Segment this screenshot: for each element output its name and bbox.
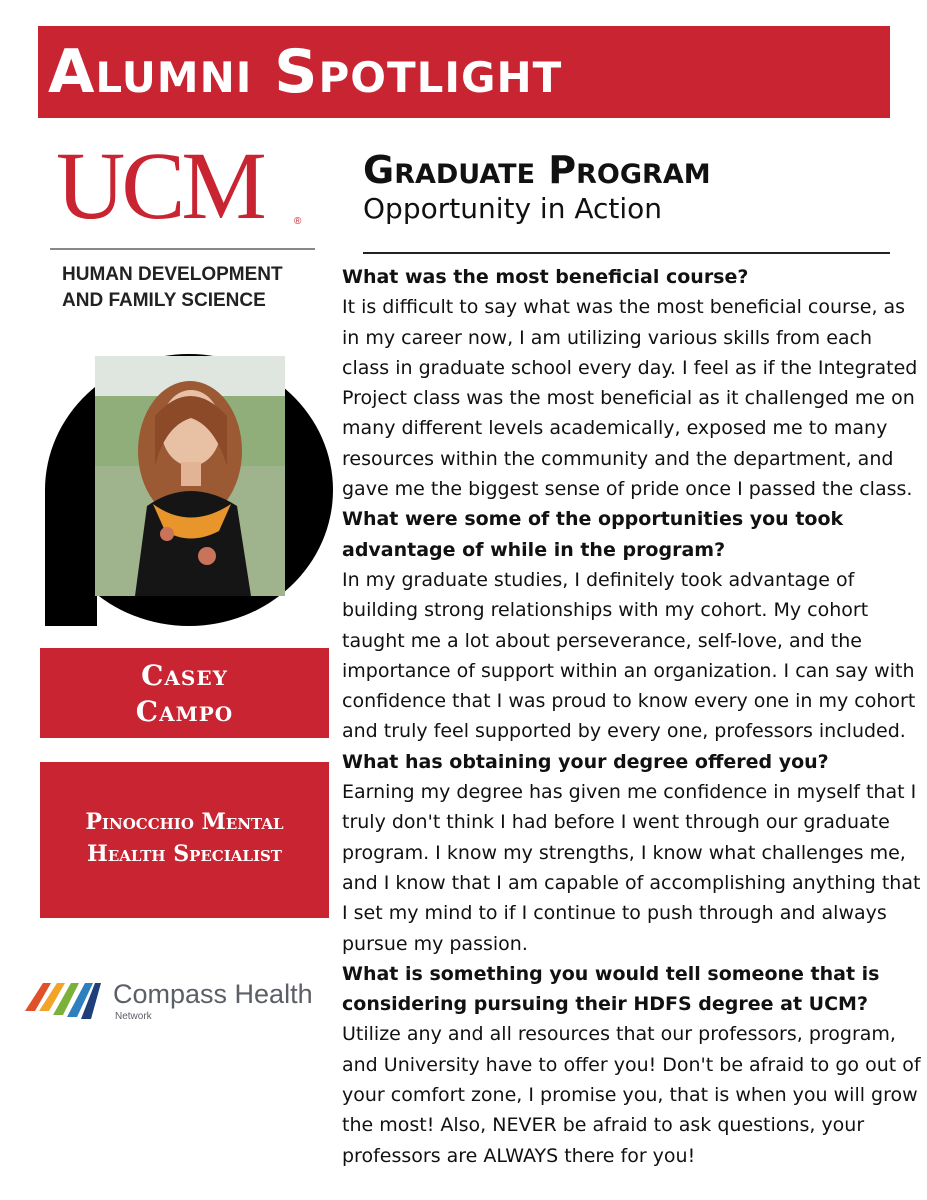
compass-chevrons-icon (25, 977, 105, 1021)
question-4: What is something you would tell someone that is considering pursuing their HDFS degree at UCM? (342, 962, 880, 1016)
first-name: Casey (141, 659, 228, 692)
compass-health-logo (25, 973, 325, 1025)
name-box (40, 648, 329, 738)
role-box (40, 762, 329, 918)
question-3: What has obtaining your degree offered you? (342, 750, 829, 773)
heading-divider (363, 252, 890, 254)
logo-divider (50, 248, 315, 250)
banner-title: Alumni Spotlight (48, 37, 563, 107)
program-heading (363, 148, 891, 226)
qa-section (342, 262, 922, 1171)
last-name: Campo (135, 695, 234, 728)
answer-4: Utilize any and all resources that our professors, program, and University have to offer you! Don't be afraid to go out of your comfort zone, I promise you, that is when you will grow the most! Also, NEVER be afraid to ask questions, your professors are ALWAYS there for you! (342, 1023, 921, 1167)
department-line-1: HUMAN DEVELOPMENT (62, 264, 283, 285)
registered-mark: ® (294, 216, 302, 227)
compass-health-network: Network (115, 1011, 152, 1022)
ucm-logo (50, 132, 315, 311)
answer-3: Earning my degree has given me confidence in myself that I truly don't think I had before I went through our graduate program. I know my strengths, I know what challenges me, and I know that I am capable of accomplishing anything that I set my mind to if I continue to push through and always pursue my passion. (342, 781, 921, 955)
department-line-2: AND FAMILY SCIENCE (62, 290, 266, 311)
role-line-2: Health Specialist (87, 841, 282, 867)
answer-2: In my graduate studies, I definitely took advantage of building strong relationships with my cohort. My cohort taught me a lot about perseverance, self-love, and the importance of support within an organization. I can say with confidence that I was proud to know every one in my cohort and truly feel supported by every one, professors included. (342, 568, 916, 743)
program-subtitle: Opportunity in Action (363, 192, 663, 225)
compass-health-name: Compass Health (113, 979, 313, 1009)
role-line-1: Pinocchio Mental (85, 809, 284, 835)
graduate-portrait-photo (95, 356, 285, 596)
question-1: What was the most beneficial course? (342, 266, 749, 288)
answer-1: It is difficult to say what was the most beneficial course, as in my career now, I am utilizing various skills from each class in graduate school every day. I feel as if the Integrated Project class was the most beneficial as it challenged me on many different levels academically, exposed me to many resources within the community and the department, and gave me the biggest sense of pride once I passed the class. (342, 296, 918, 501)
ucm-wordmark: UCM (56, 132, 263, 239)
question-2: What were some of the opportunities you took advantage of while in the program? (342, 508, 844, 561)
program-title: Graduate Program (363, 148, 711, 192)
alumni-spotlight-banner (38, 26, 890, 118)
